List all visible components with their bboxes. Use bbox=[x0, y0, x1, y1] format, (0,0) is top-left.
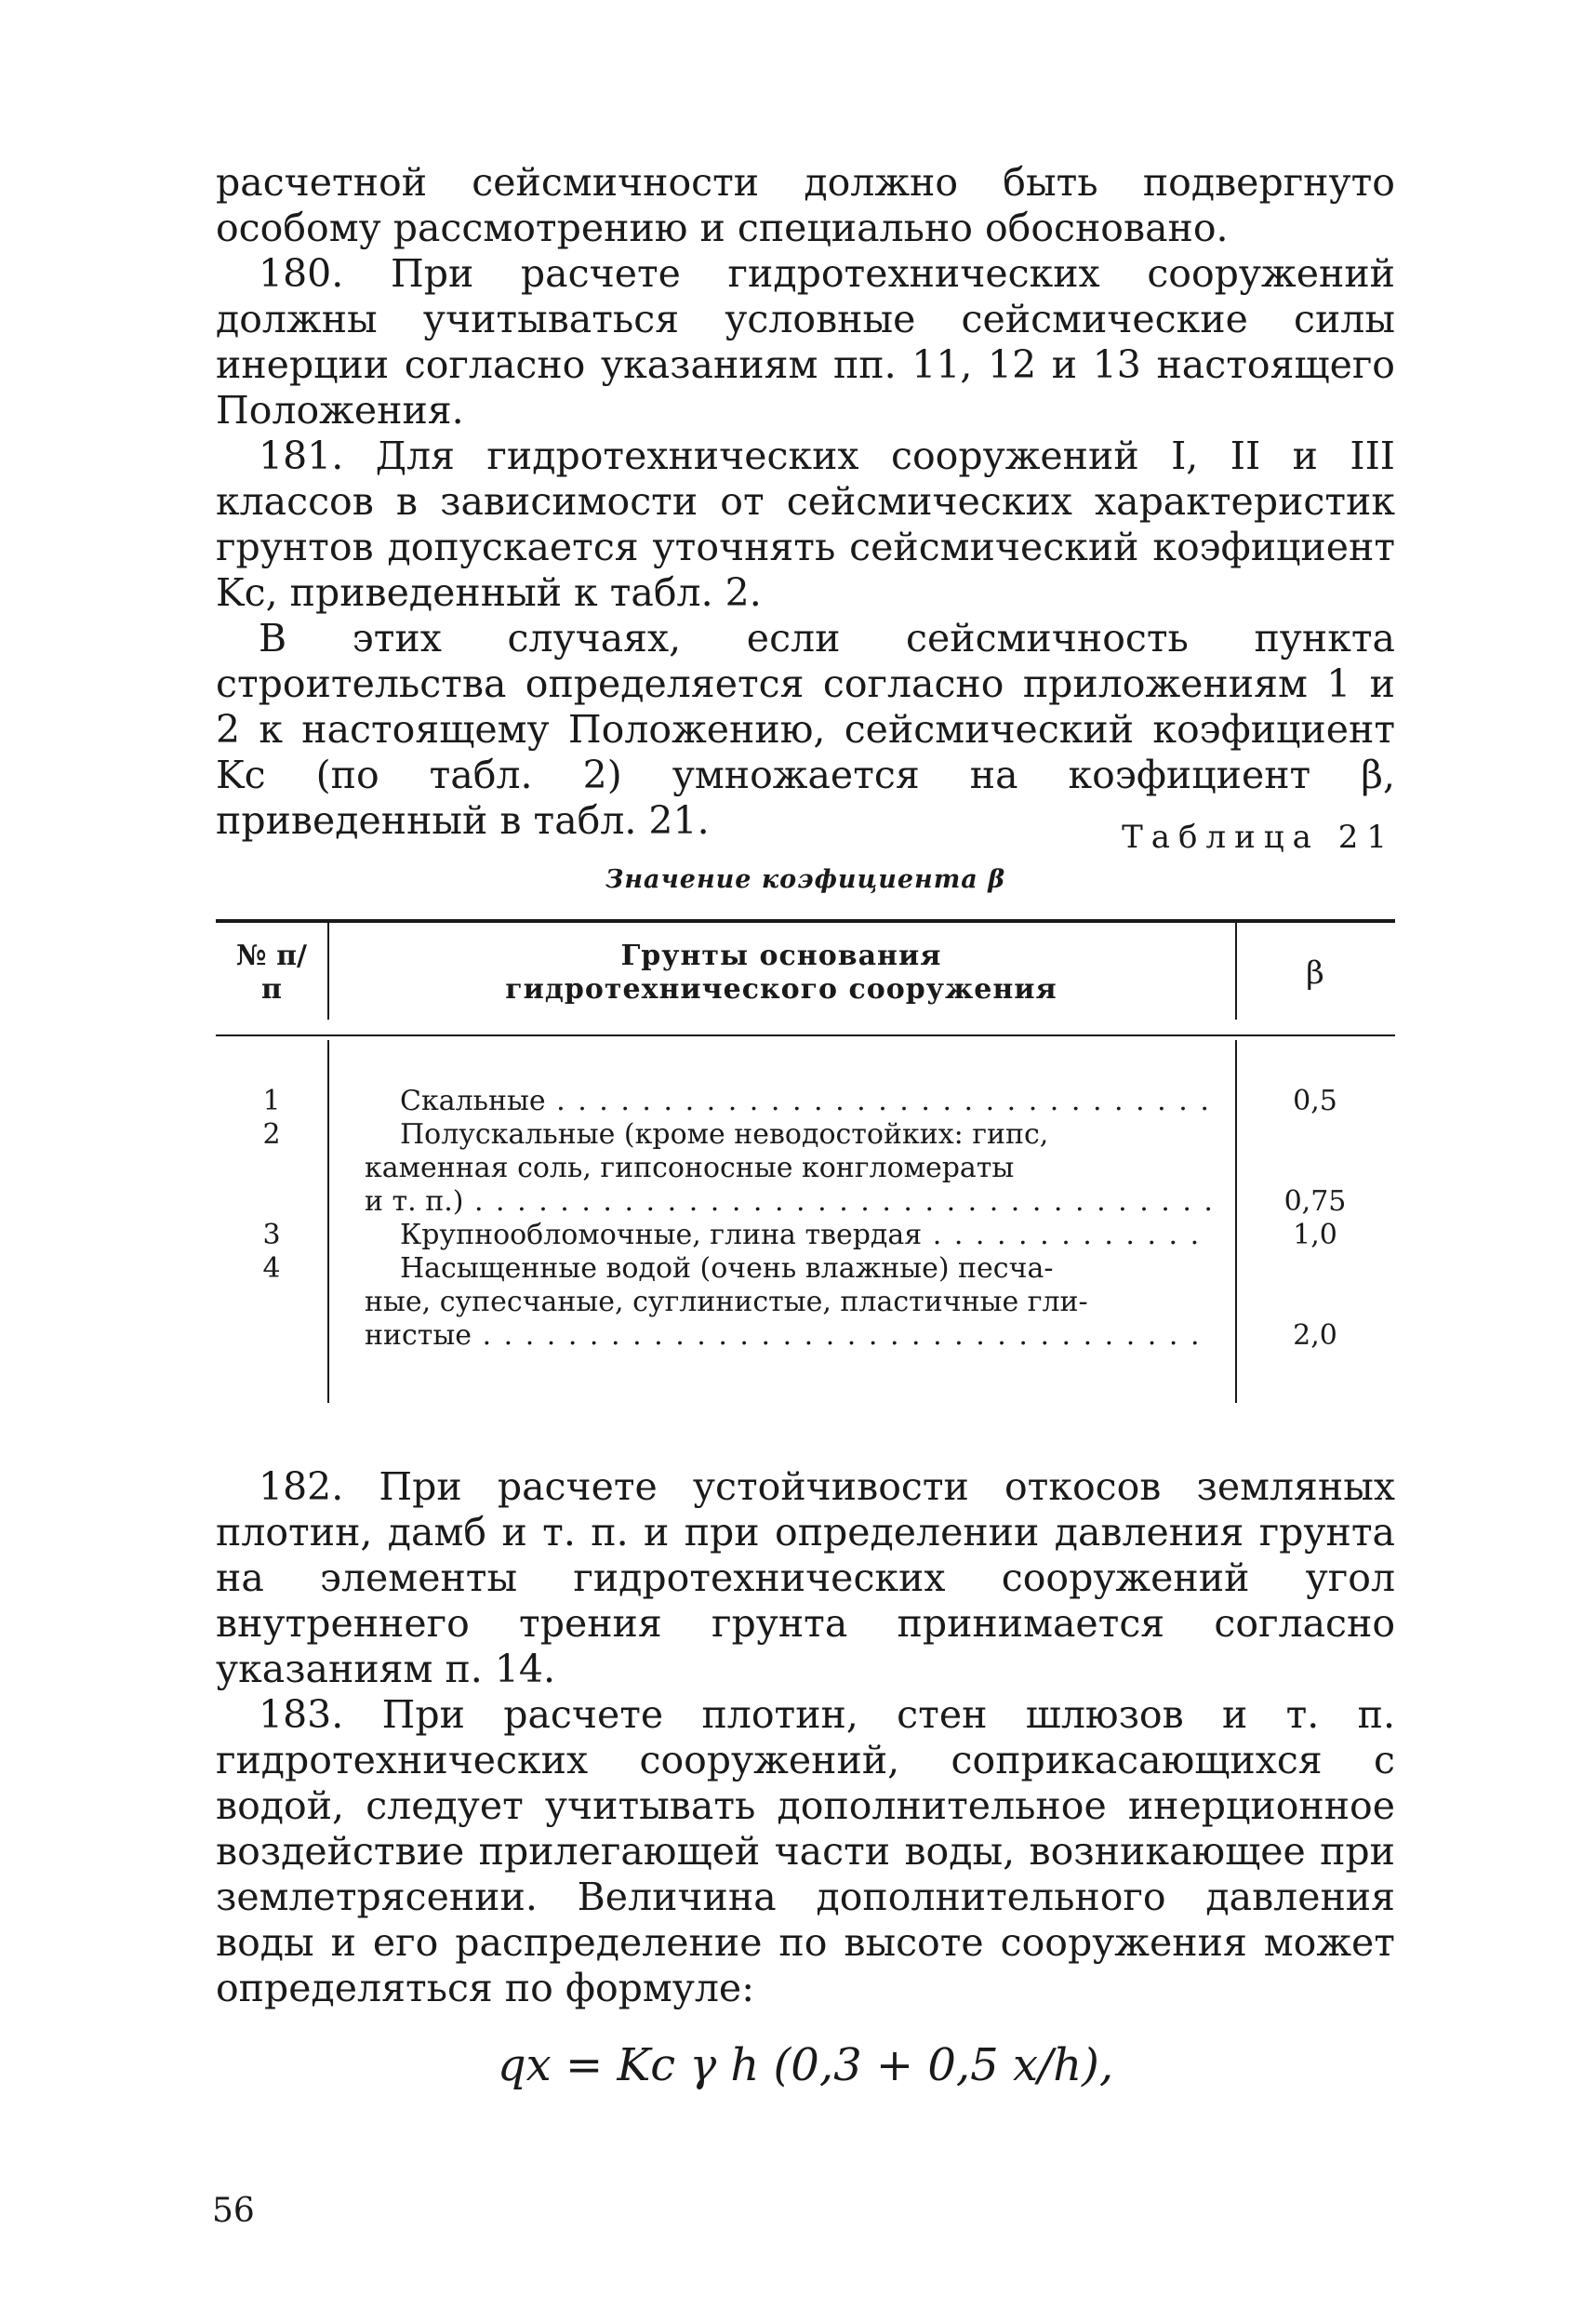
table-divider bbox=[327, 1040, 329, 1403]
table-title: Значение коэфициента β bbox=[605, 865, 1006, 894]
row-text-line: и т. п.) . . . bbox=[365, 1185, 1213, 1219]
row-text-line: Крупнообломочные, глина твердая . . . bbox=[365, 1219, 1213, 1252]
row-text-line: Полускальные (кроме неводостойких: гипс, bbox=[400, 1118, 1049, 1151]
row-text-line: Насыщенные водой (очень влажные) песча- bbox=[400, 1252, 1054, 1285]
row-value: 0,5 bbox=[1293, 1085, 1337, 1117]
row-number: 1 bbox=[262, 1085, 281, 1117]
paragraph-181-cases: В этих случаях, если сейсмичность пункта строительства определяется согласно приложениям 1 и 2 к настоящему Положению, сейсмический коэфициент Kс (по табл. 2) умножается на коэфициент β, приведенный в табл. 21. bbox=[216, 616, 1395, 843]
row-text-line: нистые . . . bbox=[365, 1319, 1213, 1353]
header-soil: Грунты основания гидротехнического сооружения bbox=[505, 940, 1057, 1006]
paragraph-183: 183. При расчете плотин, стен шлюзов и т. п. гидротехнических сооружений, соприкасающихся с водой, следует учитывать дополнительное инерционное воздействие прилегающей части воды, возникающее при землетрясении. Величина дополнительного давления воды и его распределение по высоте сооружения может определяться по формуле: bbox=[216, 1692, 1395, 2010]
row-text-line: ные, супесчаные, суглинистые, пластичные гли- bbox=[365, 1286, 1088, 1318]
table-top-rule bbox=[216, 919, 1395, 923]
table-caption: Таблица 21 bbox=[1122, 819, 1395, 856]
bottom-text-block bbox=[216, 1464, 1395, 2011]
row-number: 4 bbox=[262, 1252, 281, 1285]
row-number: 3 bbox=[262, 1219, 281, 1251]
coefficient-table bbox=[216, 919, 1395, 1414]
row-text-line: каменная соль, гипсоносные конгломераты bbox=[365, 1152, 1015, 1184]
row-description bbox=[365, 1118, 1213, 1219]
top-text-block bbox=[216, 160, 1395, 844]
page-number: 56 bbox=[212, 2192, 255, 2230]
row-description bbox=[365, 1252, 1213, 1353]
paragraph-continuation: расчетной сейсмичности должно быть подвергнуто особому рассмотрению и специально обосновано. bbox=[216, 160, 1395, 250]
row-value: 1,0 bbox=[1293, 1219, 1337, 1251]
paragraph-180: 180. При расчете гидротехнических сооружений должны учитываться условные сейсмические силы инерции согласно указаниям пп. 11, 12 и 13 настоящего Положения. bbox=[216, 251, 1395, 433]
paragraph-182: 182. При расчете устойчивости откосов земляных плотин, дамб и т. п. и при определении давления грунта на элементы гидротехнических сооружений угол внутреннего трения грунта принимается согласно указаниям п. 14. bbox=[216, 1464, 1395, 1691]
row-value: 2,0 bbox=[1293, 1319, 1337, 1352]
row-number: 2 bbox=[262, 1118, 281, 1151]
pressure-formula: qx = Kс γ h (0,3 + 0,5 x/h), bbox=[497, 2039, 1114, 2091]
paragraph-181: 181. Для гидротехнических сооружений I, II и III классов в зависимости от сейсмических характеристик грунтов допускается уточнять сейсмический коэфициент Kс, приведенный к табл. 2. bbox=[216, 434, 1395, 615]
row-value: 0,75 bbox=[1283, 1185, 1347, 1218]
row-text-line: Скальные . . . bbox=[365, 1085, 1213, 1118]
row-description bbox=[365, 1085, 1213, 1118]
table-header-rule bbox=[216, 1034, 1395, 1036]
header-beta: β bbox=[1306, 954, 1324, 992]
row-description bbox=[365, 1219, 1213, 1252]
header-number: № п/п bbox=[236, 940, 307, 1006]
